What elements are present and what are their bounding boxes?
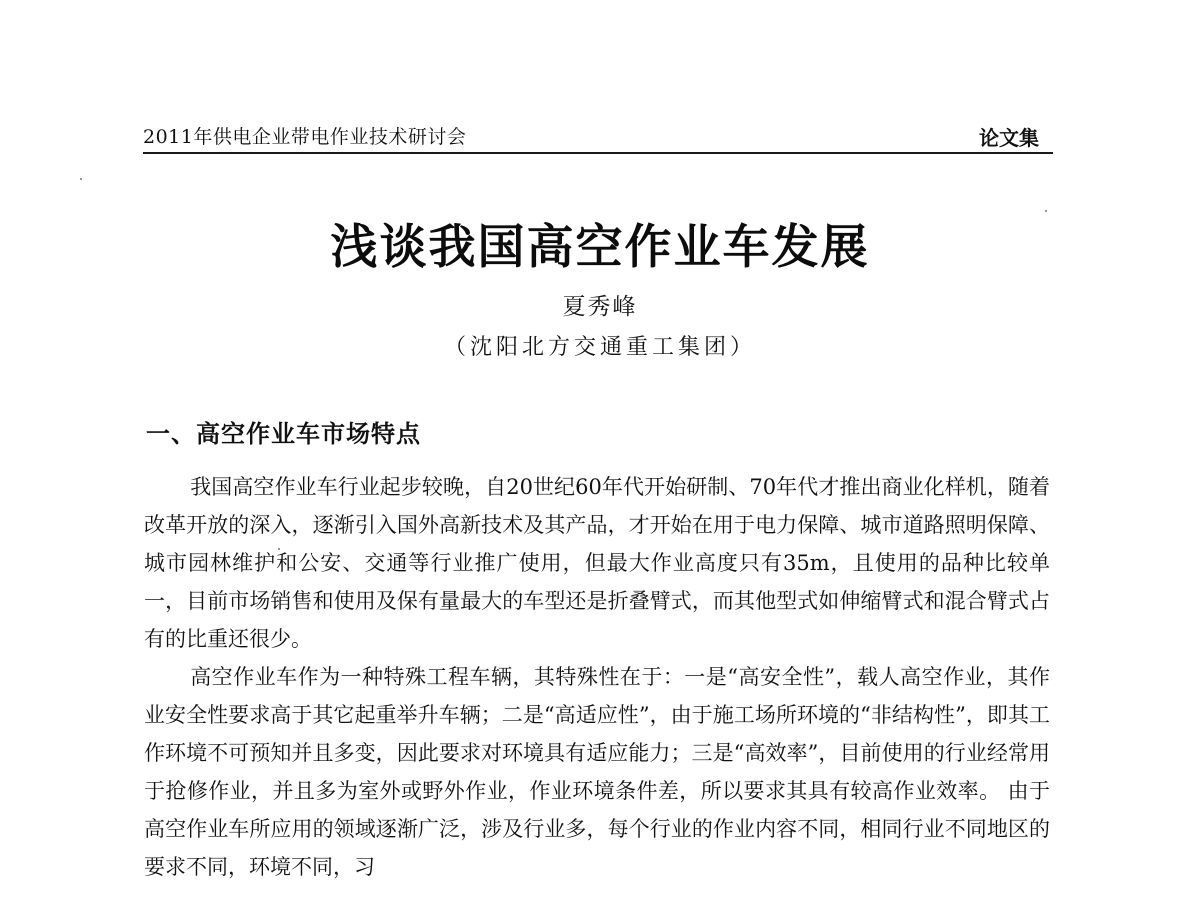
scan-speck [80, 178, 82, 180]
scan-speck [278, 548, 280, 550]
body-paragraph: 高空作业车作为一种特殊工程车辆，其特殊性在于：一是“高安全性”，载人高空作业，其作业安全性要求高于其它起重举升车辆；二是“高适应性”，由于施工场所环境的“非结构性”，即其工作环境不可预知并且多变，因此要求对环境具有适应能力；三是“高效率”，目前使用的行业经常用于抢修作业，并且多为室外或野外作业，作业环境条件差，所以要求其具有较高作业效率。 由于高空作业车所应用的领域逐渐广泛，涉及行业多，每个行业的作业内容不同，相同行业不同地区的要求不同，环境不同，习 [144, 665, 1050, 879]
article-title: 浅谈我国高空作业车发展 [330, 220, 870, 275]
author-affiliation: （沈阳北方交通重工集团） [443, 335, 756, 360]
article-author: 夏秀峰 [562, 294, 638, 320]
body-paragraph: 我国高空作业车行业起步较晚，自20世纪60年代开始研制、70年代才推出商业化样机，随着改革开放的深入，逐渐引入国外高新技术及其产品，才开始在用于电力保障、城市道路照明保障、城市园林维护和公安、交通等行业推广使用，但最大作业高度只有35m，且使用的品种比较单一，目前市场销售和使用及保有量最大的车型还是折叠臂式，而其他型式如伸缩臂式和混合臂式占有的比重还很少。 [144, 475, 1050, 651]
section-heading: 一、高空作业车市场特点 [146, 420, 421, 448]
scan-speck [1045, 210, 1047, 212]
conference-name: 2011年供电企业带电作业技术研讨会 [143, 126, 467, 148]
collection-label: 论文集 [979, 126, 1039, 150]
running-header [143, 118, 1053, 154]
section-body [144, 468, 1050, 886]
